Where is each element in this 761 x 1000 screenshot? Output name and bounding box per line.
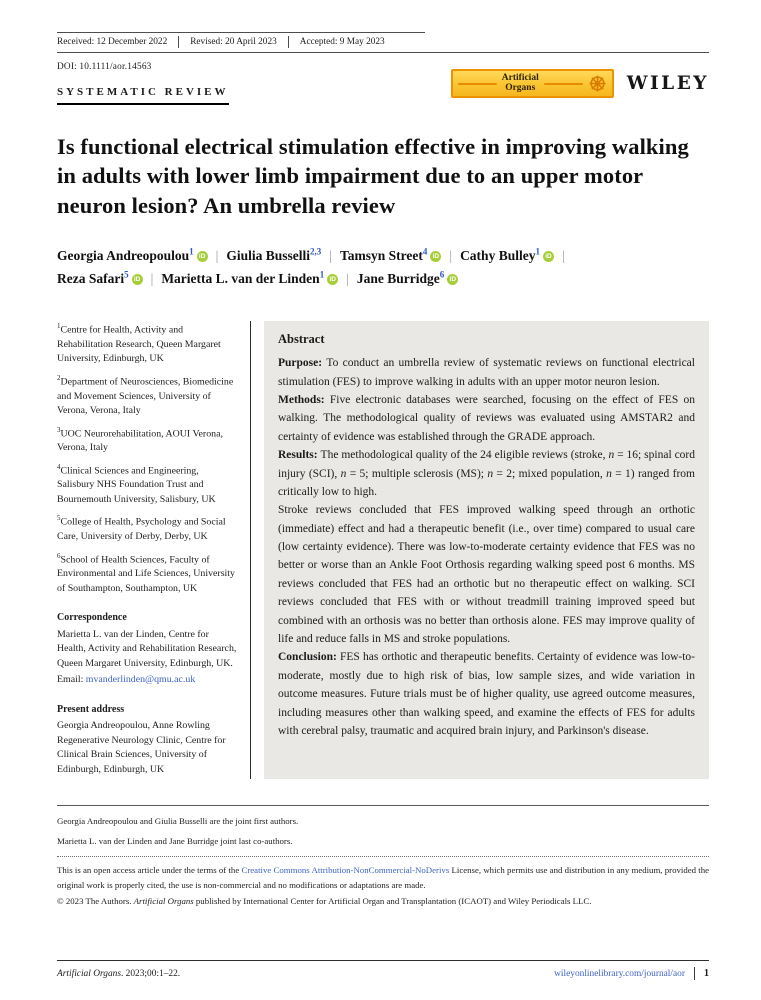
affiliation-superscript: 6 [439, 269, 445, 280]
affiliation-2: $^2$Department of Neurosciences, Biomedicine and Movement Sciences, University of Verona, Verona, Italy [57, 373, 234, 417]
dates-bar [57, 33, 709, 53]
accepted-date: Accepted: 9 May 2023 [288, 36, 396, 48]
affiliation-1: $^1$Centre for Health, Activity and Rehabilitation Research, Queen Margaret University, Edinburgh, UK [57, 322, 221, 365]
main-block [57, 321, 709, 779]
orcid-icon[interactable]: iD [327, 274, 338, 285]
article-title: Is functional electrical stimulation effective in improving walking in adults with lower limb impairment due to an upper motor neuron lesion? An umbrella review [57, 134, 689, 218]
author-separator: | [561, 247, 565, 263]
footnotes-block [57, 805, 709, 908]
artificial-organs-logo [451, 69, 614, 98]
orcid-icon[interactable]: iD [430, 251, 441, 262]
journal-citation: Artificial Organs. 2023;00:1–22. [57, 968, 181, 979]
doi: DOI: 10.1111/aor.14563 [57, 62, 152, 72]
abstract-purpose: Purpose: To conduct an umbrella review of systematic reviews on functional electrical stimulation (FES) to improve walking in adults with an upper motor neuron lesion. [278, 357, 695, 388]
orcid-icon[interactable]: iD [132, 274, 143, 285]
badge-decoration-line [544, 83, 583, 85]
author: Marietta L. van der Linden$^1$ iD [161, 271, 338, 286]
abstract-heading: Abstract [278, 332, 325, 347]
orcid-icon[interactable]: iD [447, 274, 458, 285]
open-access-statement: This is an open access article under the terms of the Creative Commons Attribution-NonCommercial-NoDerivs License, which permits use and distribution in any medium, provided the original work is properly cited, the use is non-commercial and no modifications or adaptations are made. [57, 864, 710, 891]
author-list [57, 244, 709, 290]
badge-decoration-line [458, 83, 497, 85]
correspondence-text: Marietta L. van der Linden, Centre for Health, Activity and Rehabilitation Research, Queen Margaret University, Edinburgh, UK. [57, 628, 237, 669]
author-separator: | [449, 247, 453, 263]
gear-icon [588, 74, 607, 93]
affiliation-superscript: 4 [422, 246, 428, 257]
affiliation-superscript: 2,3 [310, 246, 322, 257]
page-number: 1 [704, 968, 709, 979]
brand-block [451, 69, 709, 98]
affiliation-3: $^3$UOC Neurorehabilitation, AOUI Verona, Verona, Italy [57, 425, 223, 454]
column-divider-rule [250, 321, 251, 779]
affiliation-5: $^5$College of Health, Psychology and Social Care, University of Derby, Derby, UK [57, 514, 226, 543]
inline-link[interactable]: Creative Commons Attribution-NonCommercial-NoDerivs [241, 864, 450, 875]
author-separator: | [215, 247, 219, 263]
affiliation-4: $^4$Clinical Sciences and Engineering, Salisbury NHS Foundation Trust and Bournemouth University, Salisbury, UK [57, 462, 216, 505]
author: Reza Safari$^5$ iD [57, 271, 143, 286]
present-address-heading: Present address [57, 703, 125, 715]
correspondence-heading: Correspondence [57, 612, 127, 624]
orcid-icon[interactable]: iD [543, 251, 554, 262]
affiliation-superscript: 5 [124, 269, 129, 280]
affiliation-superscript: 1 [189, 246, 194, 257]
abstract-box [264, 321, 709, 779]
dotted-divider [57, 856, 709, 857]
author-separator: | [329, 247, 332, 263]
affiliation-superscript: 1 [319, 269, 325, 280]
article-type-label: SYSTEMATIC REVIEW [57, 86, 229, 105]
received-date: Received: 12 December 2022 [57, 37, 168, 47]
author-separator: | [346, 270, 349, 286]
wiley-logo: WILEY [626, 73, 709, 94]
sidebar [57, 321, 238, 779]
abstract-results: Results: The methodological quality of the 24 eligible reviews (stroke, n = 16; spinal cord injury (SCI), n = 5; multiple sclerosis (MS); n = 2; mixed population, n = 1) ranged from critically low to high. [278, 449, 695, 498]
author: Tamsyn Street$^4$ iD [340, 248, 441, 263]
revised-date: Revised: 20 April 2023 [178, 36, 288, 48]
joint-first-authors-note: Georgia Andreopoulou and Giulia Busselli are the joint first authors. [57, 816, 299, 827]
email-link[interactable]: mvanderlinden@qmu.ac.uk [85, 674, 196, 686]
footer-separator-bar [694, 967, 695, 980]
journal-url-link[interactable]: wileyonlinelibrary.com/journal/aor [554, 968, 685, 979]
abstract-results-continued: Stroke reviews concluded that FES improved walking speed through an orthotic (immediate) effect and had a therapeutic benefit (i.e., over time) compared to usual care (low certainty evidence). There was low-to-moderate certainty evidence that FES was no better or worse than an Ankle Foot Orthosis regarding walking speed post 6 months. MS reviews concluded that FES had an orthotic but no therapeutic effect on walking. SCI reviews concluded that FES with or without treadmill training improved speed but combined with an orthosis was no better than orthosis alone. FES may improve quality of life and reduce falls in MS and stroke populations. [278, 504, 695, 646]
affiliation-6: $^6$School of Health Sciences, Faculty of Environmental and Life Sciences, University of Southampton, Southampton, UK [57, 551, 235, 594]
abstract-methods: Methods: Five electronic databases were searched, focusing on the effect of FES on walking. The methodological quality of reviews was evaluated using AMSTAR2 and certainty of evidence was established through the GRADE approach. [278, 393, 695, 443]
header-row [57, 62, 709, 105]
author: Georgia Andreopoulou$^1$ iD [57, 248, 208, 263]
footer-right [554, 967, 709, 980]
header-left [57, 62, 229, 105]
author: Cathy Bulley$^1$ iD [460, 248, 554, 263]
page-footer [57, 960, 709, 980]
copyright-line: © 2023 The Authors. Artificial Organs published by International Center for Artificial Organ and Transplantation (ICAOT) and Wiley Periodicals LLC. [57, 896, 592, 907]
present-address-text: Georgia Andreopoulou, Anne Rowling Regenerative Neurology Clinic, Centre for Clinical Brain Sciences, University of Edinburgh, Edinburgh, UK [57, 720, 226, 775]
orcid-icon[interactable]: iD [197, 251, 208, 262]
author-separator: | [150, 270, 154, 286]
joint-last-authors-note: Marietta L. van der Linden and Jane Burridge joint last co-authors. [57, 836, 293, 847]
abstract-conclusion: Conclusion: FES has orthotic and therapeutic benefits. Certainty of evidence was low-to-moderate, mostly due to high risk of bias, low sample sizes, and wide variation in outcome measures. Future trials must be of higher quality, use agreed outcome measures, including measures other than walking speed, and examine the effects of FES for adults with cerebral palsy, traumatic and acquired brain injury, and Parkinson's disease. [278, 651, 695, 737]
author: Jane Burridge$^6$ iD [357, 271, 458, 286]
affiliation-superscript: 1 [535, 246, 540, 257]
journal-badge-title: Artificial Organs [501, 72, 539, 93]
author: Giulia Busselli$^{2,3}$ [226, 246, 322, 263]
correspondence-email-line: Email: mvanderlinden@qmu.ac.uk [57, 674, 196, 686]
